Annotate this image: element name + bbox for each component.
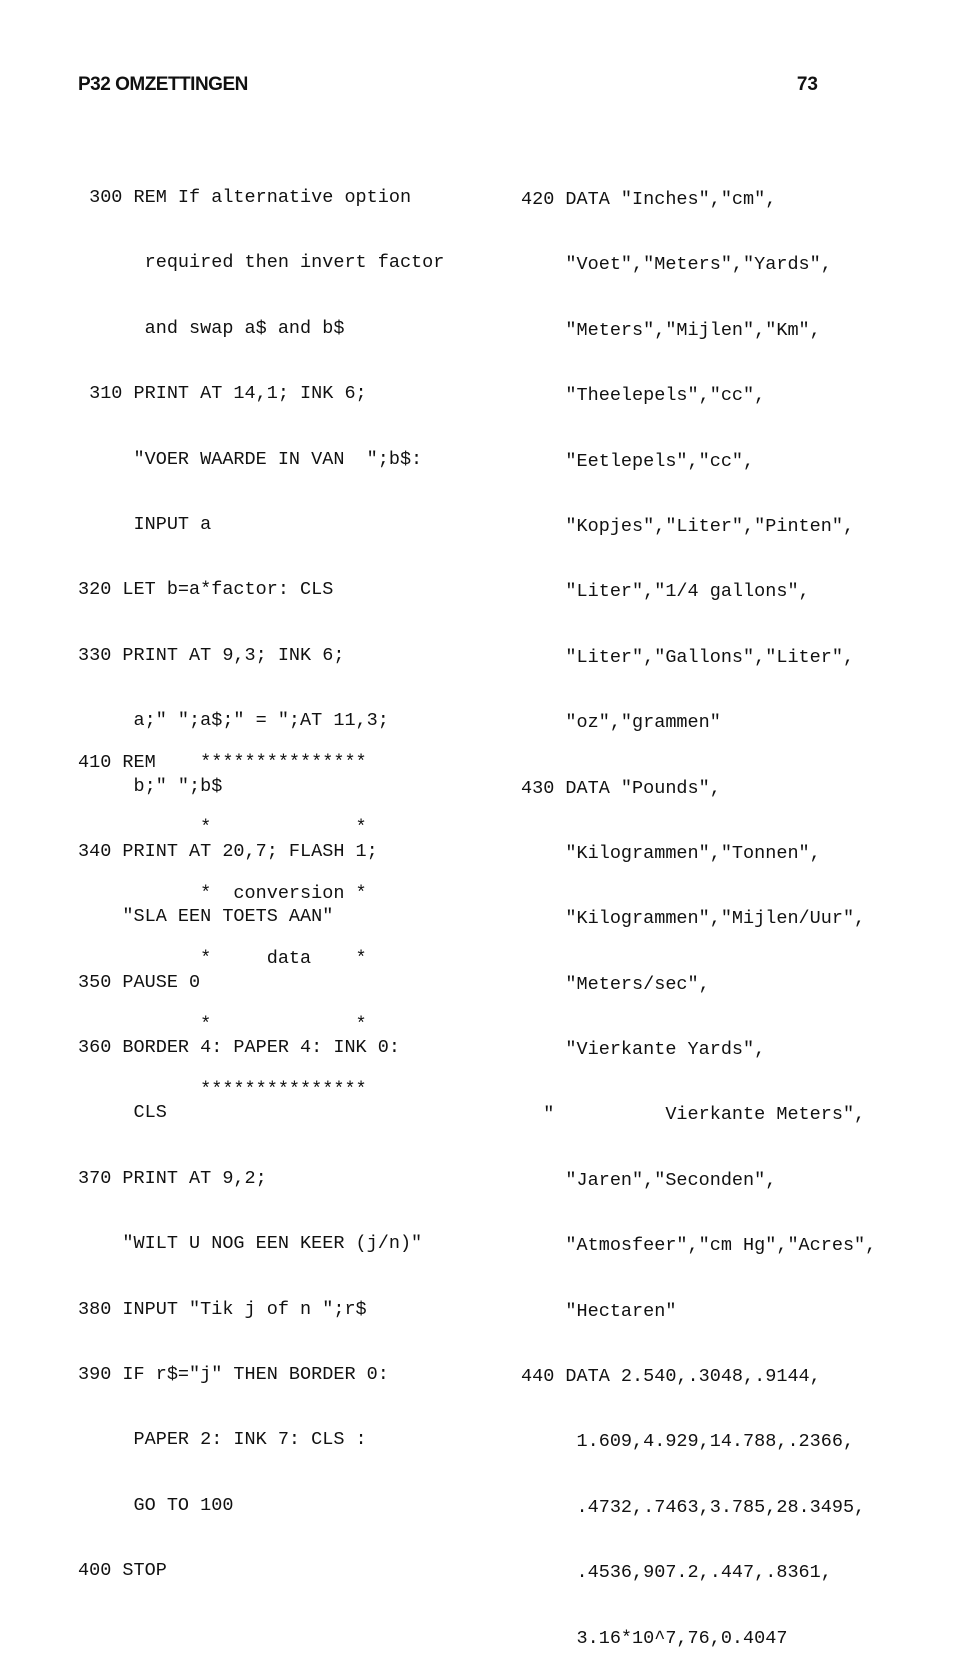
- code-line: "Vierkante Yards",: [521, 1039, 766, 1061]
- code-line: INPUT a: [78, 513, 212, 535]
- code-line: "Theelepels","cc",: [521, 385, 766, 407]
- code-line: "Liter","Gallons","Liter",: [521, 646, 855, 668]
- chapter-title: P32 OMZETTINGEN: [78, 74, 248, 95]
- code-line: required then invert factor: [78, 252, 445, 274]
- code-line: a;" ";a$;" = ";AT 11,3;: [78, 710, 389, 732]
- code-line: and swap a$ and b$: [78, 317, 345, 339]
- code-line: 310 PRINT AT 14,1; INK 6;: [78, 383, 367, 405]
- code-line: "Kilogrammen","Mijlen/Uur",: [521, 908, 866, 930]
- code-line: "SLA EEN TOETS AAN": [78, 906, 334, 928]
- code-line: 390 IF r$="j" THEN BORDER 0:: [78, 1364, 389, 1386]
- code-line: 440 DATA 2.540,.3048,.9144,: [521, 1366, 821, 1388]
- code-line: 320 LET b=a*factor: CLS: [78, 579, 334, 601]
- code-line: GO TO 100: [78, 1494, 234, 1516]
- code-line: "Eetlepels","cc",: [521, 450, 755, 472]
- code-line: 300 REM If alternative option: [78, 187, 412, 208]
- code-line: " Vierkante Meters",: [521, 1104, 866, 1126]
- code-line: * *: [78, 1013, 367, 1035]
- program-listing-right: [521, 146, 876, 1671]
- page-header: [78, 74, 818, 100]
- code-line: 340 PRINT AT 20,7; FLASH 1;: [78, 840, 378, 862]
- code-line: .4732,.7463,3.785,28.3495,: [521, 1496, 866, 1518]
- code-line: "VOER WAARDE IN VAN ";b$:: [78, 448, 423, 470]
- code-line: 1.609,4.929,14.788,.2366,: [521, 1431, 855, 1453]
- code-line: "Hectaren": [521, 1300, 677, 1322]
- code-line: 380 INPUT "Tik j of n ";r$: [78, 1298, 367, 1320]
- code-line: 400 STOP: [78, 1560, 167, 1582]
- code-line: b;" ";b$: [78, 775, 223, 797]
- code-line: 420 DATA "Inches","cm",: [521, 189, 777, 210]
- code-line: 430 DATA "Pounds",: [521, 777, 721, 799]
- page-number: 73: [796, 74, 818, 95]
- rem-comment-box: [78, 709, 367, 1122]
- code-line: * data *: [78, 948, 367, 970]
- code-line: 330 PRINT AT 9,3; INK 6;: [78, 644, 345, 666]
- code-line: ***************: [78, 1078, 367, 1100]
- code-line: "oz","grammen": [521, 712, 721, 734]
- code-line: "Meters","Mijlen","Km",: [521, 319, 821, 341]
- code-line: "Kopjes","Liter","Pinten",: [521, 515, 855, 537]
- code-line: * *: [78, 817, 367, 839]
- code-line: 350 PAUSE 0: [78, 971, 201, 993]
- code-line: "Meters/sec",: [521, 973, 710, 995]
- code-line: "Kilogrammen","Tonnen",: [521, 842, 821, 864]
- code-line: "Atmosfeer","cm Hg","Acres",: [521, 1235, 877, 1257]
- code-line: "WILT U NOG EEN KEER (j/n)": [78, 1233, 423, 1255]
- code-line: 3.16*10^7,76,0.4047: [521, 1627, 788, 1649]
- code-line: * conversion *: [78, 882, 367, 904]
- code-line: .4536,907.2,.447,.8361,: [521, 1562, 832, 1584]
- code-line: 360 BORDER 4: PAPER 4: INK 0:: [78, 1037, 400, 1059]
- code-line: CLS: [78, 1102, 167, 1124]
- code-line: "Jaren","Seconden",: [521, 1169, 777, 1191]
- code-line: PAPER 2: INK 7: CLS :: [78, 1429, 367, 1451]
- code-line: "Liter","1/4 gallons",: [521, 581, 810, 603]
- code-line: "Voet","Meters","Yards",: [521, 254, 832, 276]
- code-line: 370 PRINT AT 9,2;: [78, 1167, 267, 1189]
- code-line: 410 REM ***************: [78, 752, 367, 773]
